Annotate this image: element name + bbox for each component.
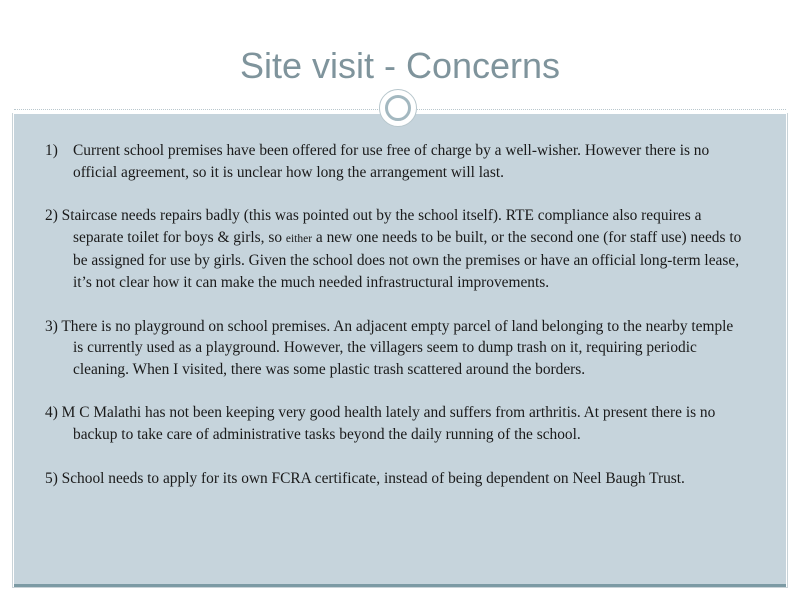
concerns-list [45, 140, 745, 511]
concern-text: 5) School needs to apply for its own FCRA certificate, instead of being dependent on Neel Baugh Trust. [45, 469, 685, 487]
concern-text: 3) There is no playground on school premises. An adjacent empty parcel of land belonging to the nearby temple is currently used as a playground. However, the villagers seem to dump trash on it, requiring periodic cleaning. When I visited, there was some plastic trash scattered around the borders. [45, 317, 734, 378]
circle-ornament-inner [385, 95, 411, 121]
concern-text: Current school premises have been offered for use free of charge by a well-wisher. However there is no official agreement, so it is unclear how long the arrangement will last. [73, 142, 710, 181]
concern-item-1 [45, 140, 745, 183]
concern-text-small: either [285, 232, 313, 245]
concern-text: 4) M C Malathi has not been keeping very good health lately and suffers from arthritis. At present there is no backup to take care of administrative tasks beyond the daily running of the school. [45, 404, 716, 443]
slide-title: Site visit - Concerns [239, 45, 561, 86]
concern-item-5 [45, 468, 745, 490]
circle-ornament-icon [379, 89, 417, 127]
concern-item-4 [45, 402, 745, 445]
concern-text-part: 2) Staircase needs repairs badly (this was pointed out by the school itself). RTE compliance also requires a separate toilet for boys & girls, so [45, 207, 702, 246]
concern-number: 1) [45, 142, 58, 159]
bottom-accent-strip [14, 584, 786, 587]
concern-text-part: a new one needs to be built, or the second one (for staff use) needs to be assigned for use by girls. Given the school does not own the premises or have an official long-term lease, it’s not clear how it can make the much needed infrastructural improvements. [73, 228, 742, 291]
concern-item-3 [45, 316, 745, 381]
concern-item-2 [45, 205, 745, 293]
